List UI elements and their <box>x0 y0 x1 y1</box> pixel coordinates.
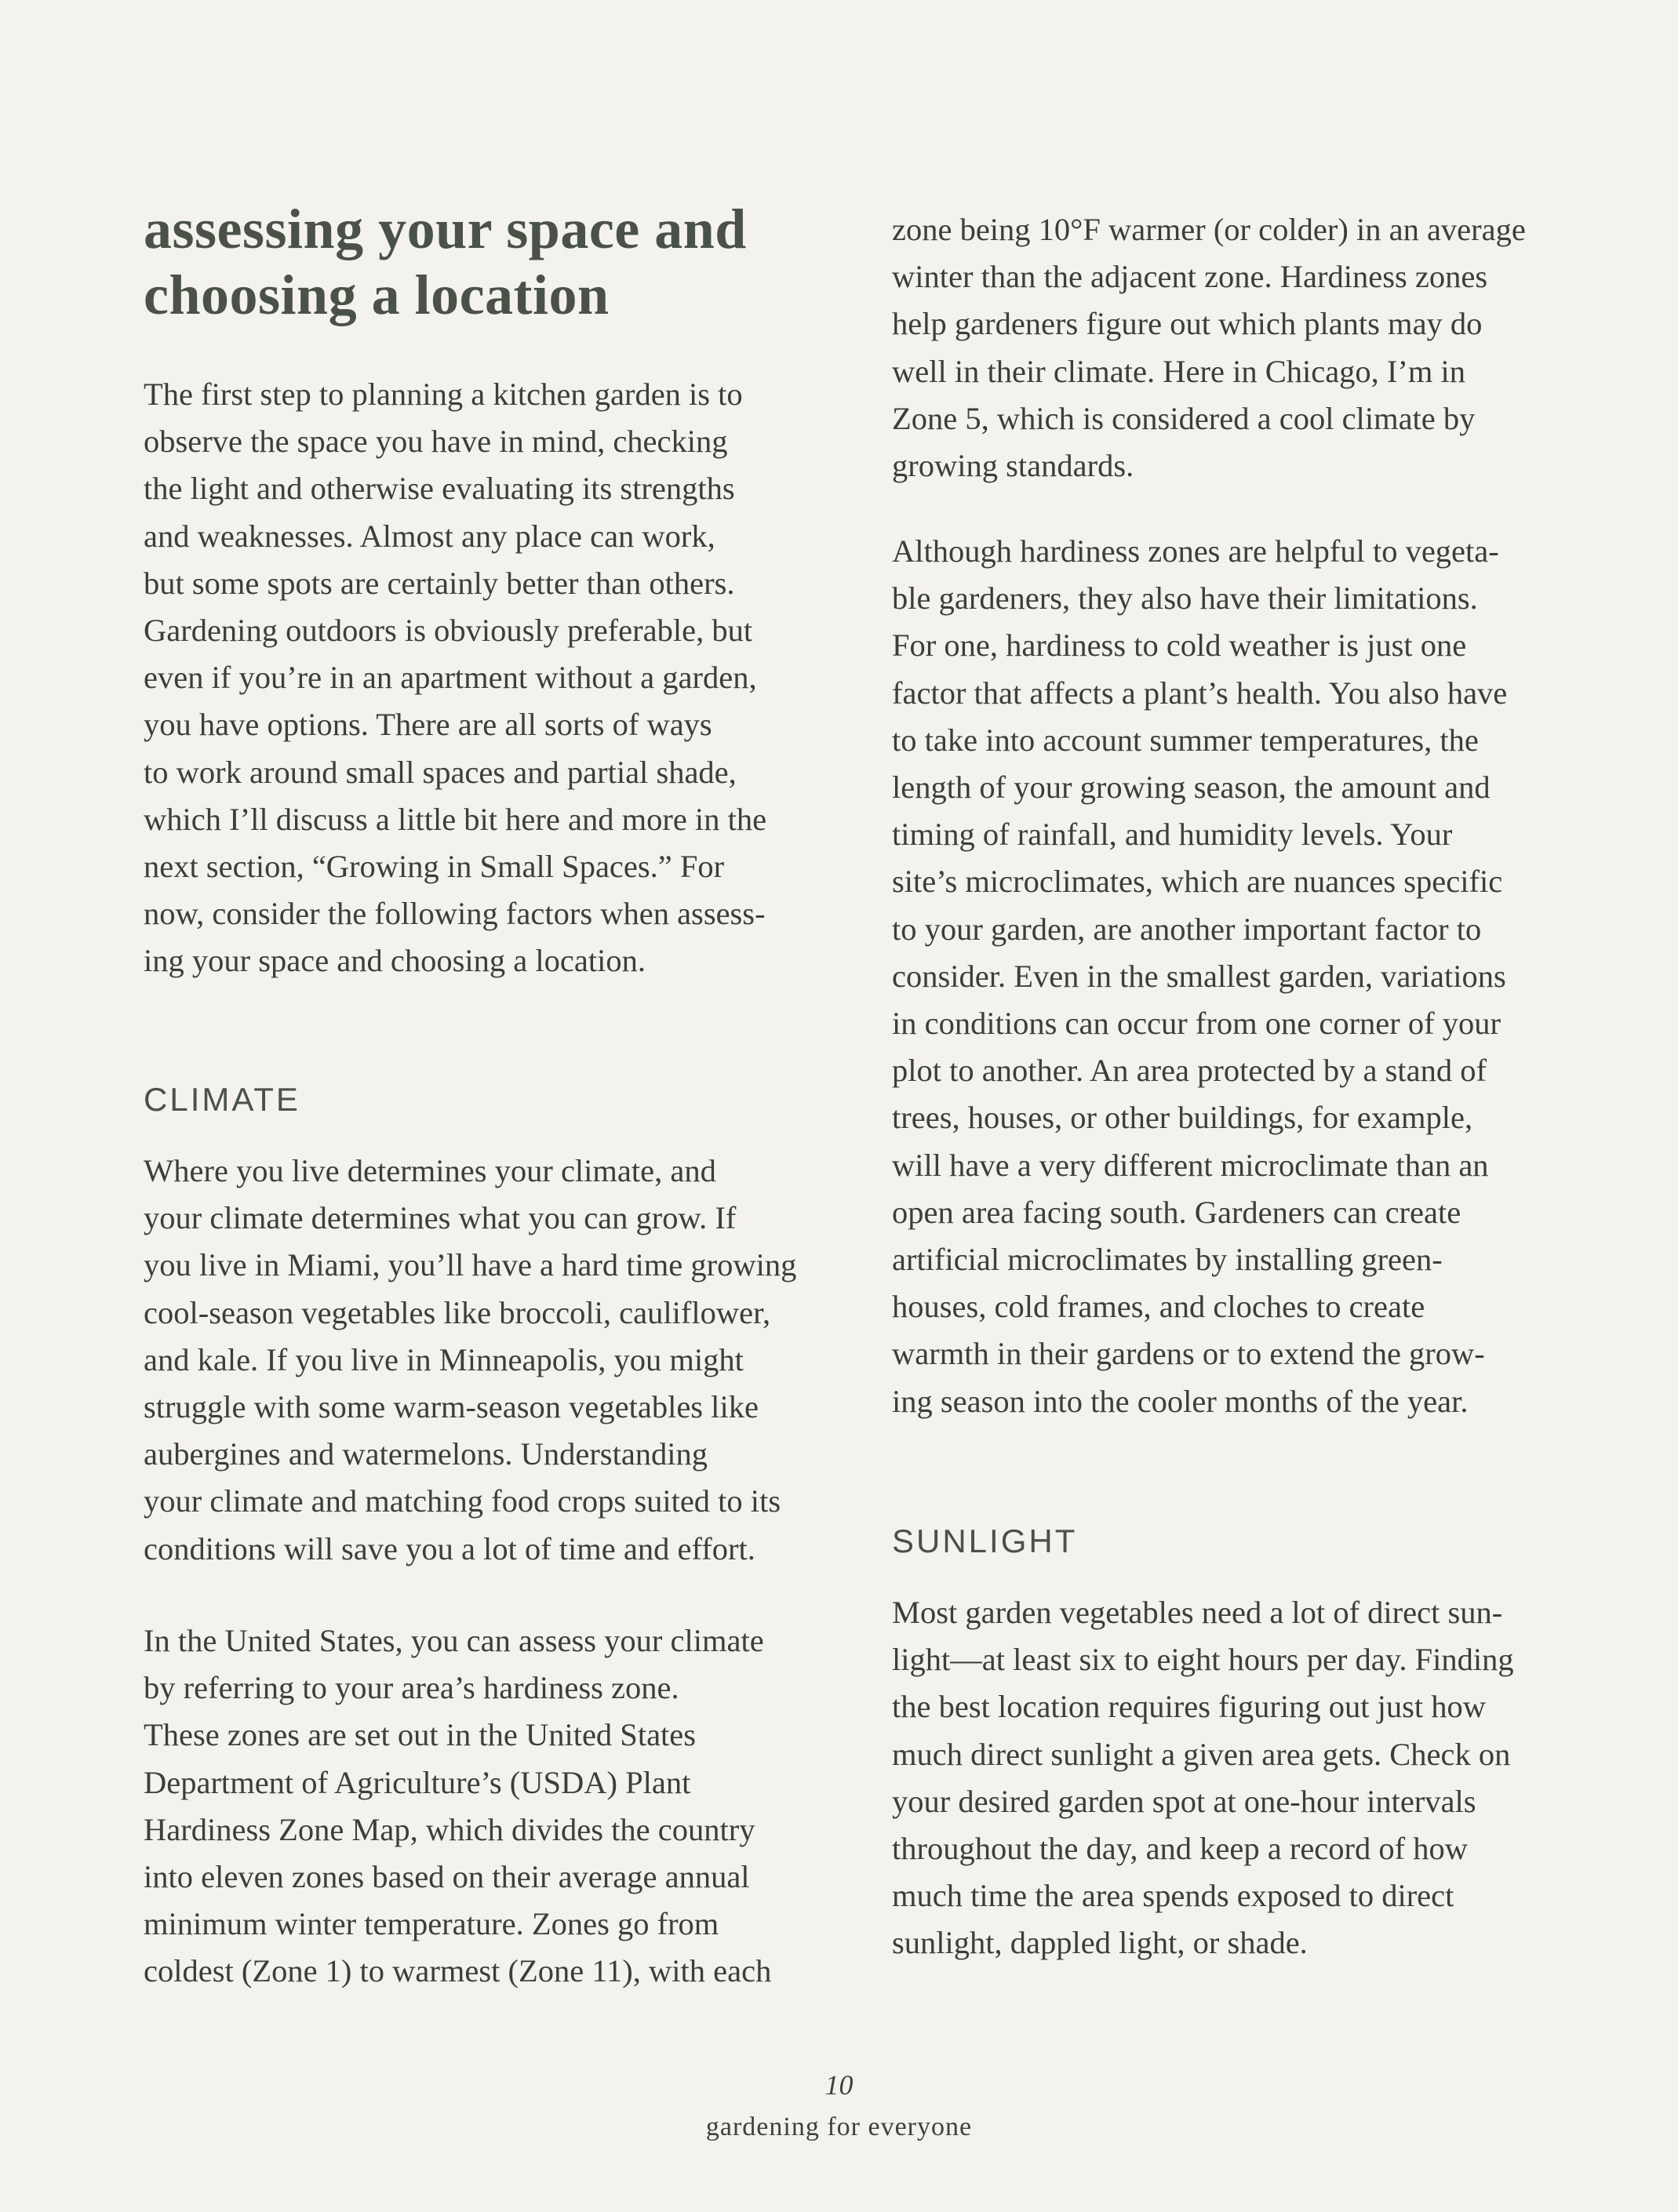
microclimate-paragraph <box>892 528 1507 1425</box>
text-line: observe the space you have in mind, checking <box>144 424 728 460</box>
text-line: well in their climate. Here in Chicago, I’m in <box>892 353 1466 389</box>
text-line: to take into account summer temperatures, the <box>892 722 1479 758</box>
text-line: but some spots are certainly better than others. <box>144 565 735 601</box>
text-line: site’s microclimates, which are nuances specific <box>892 864 1503 900</box>
text-line: These zones are set out in the United States <box>144 1717 697 1753</box>
text-line: by referring to your area’s hardiness zone. <box>144 1670 679 1706</box>
running-footer-title: gardening for everyone <box>705 2112 973 2141</box>
text-line: factor that affects a plant’s health. You also have <box>892 675 1508 711</box>
text-line: sunlight, dappled light, or shade. <box>892 1925 1308 1961</box>
text-line: Where you live determines your climate, and <box>144 1153 716 1188</box>
text-line: the light and otherwise evaluating its strengths <box>144 471 735 507</box>
text-line: timing of rainfall, and humidity levels. Your <box>892 817 1453 853</box>
climate-heading: CLIMATE <box>144 1081 300 1118</box>
text-line: warmth in their gardens or to extend the grow- <box>892 1336 1485 1372</box>
text-line: throughout the day, and keep a record of how <box>892 1831 1469 1867</box>
text-line: your desired garden spot at one-hour intervals <box>892 1783 1476 1819</box>
text-line: to your garden, are another important factor to <box>892 911 1482 947</box>
text-line: in conditions can occur from one corner of your <box>892 1006 1501 1042</box>
text-line: houses, cold frames, and cloches to create <box>892 1289 1425 1325</box>
text-line: and kale. If you live in Minneapolis, you might <box>144 1341 744 1377</box>
text-line: Department of Agriculture’s (USDA) Plant <box>144 1764 691 1800</box>
text-line: you live in Miami, you’ll have a hard time growing <box>144 1247 797 1283</box>
text-line: The first step to planning a kitchen garden is to <box>144 377 743 412</box>
text-line: your climate determines what you can grow. If <box>144 1200 737 1236</box>
text-line: winter than the adjacent zone. Hardiness zones <box>892 259 1488 295</box>
text-line: artificial microclimates by installing green- <box>892 1242 1443 1278</box>
text-line: For one, hardiness to cold weather is just one <box>892 628 1467 664</box>
text-line: consider. Even in the smallest garden, variations <box>892 958 1506 994</box>
text-line: struggle with some warm-season vegetables like <box>144 1389 759 1425</box>
text-line: minimum winter temperature. Zones go from <box>144 1906 719 1942</box>
text-line: light—at least six to eight hours per day. Finding <box>892 1642 1514 1678</box>
text-line: Zone 5, which is considered a cool climate by <box>892 400 1476 436</box>
text-line: the best location requires figuring out just how <box>892 1689 1486 1725</box>
section-title <box>144 196 747 328</box>
sunlight-paragraph <box>892 1589 1514 1967</box>
text-line: much time the area spends exposed to direct <box>892 1878 1454 1914</box>
text-line: length of your growing season, the amount and <box>892 769 1491 806</box>
text-line: help gardeners figure out which plants may do <box>892 306 1483 342</box>
text-line: Although hardiness zones are helpful to vegeta- <box>892 533 1499 569</box>
title-line: choosing a location <box>144 264 610 326</box>
text-line: next section, “Growing in Small Spaces.” For <box>144 849 725 885</box>
text-line: In the United States, you can assess your climate <box>144 1623 764 1658</box>
text-line: plot to another. An area protected by a stand of <box>892 1053 1487 1089</box>
text-line: open area facing south. Gardeners can create <box>892 1194 1461 1230</box>
text-line: conditions will save you a lot of time and effort. <box>144 1530 755 1566</box>
text-line: Hardiness Zone Map, which divides the country <box>144 1811 755 1847</box>
page-number: 10 <box>824 2069 854 2101</box>
text-line: Most garden vegetables need a lot of direct sun- <box>892 1595 1503 1630</box>
text-line: aubergines and watermelons. Understanding <box>144 1436 708 1472</box>
text-line: cool-season vegetables like broccoli, cauliflower, <box>144 1294 771 1330</box>
text-line: ing season into the cooler months of the year. <box>892 1383 1469 1419</box>
text-line: to work around small spaces and partial shade, <box>144 754 737 790</box>
sunlight-heading: SUNLIGHT <box>892 1523 1078 1559</box>
text-line: ble gardeners, they also have their limitations. <box>892 580 1478 617</box>
text-line: which I’ll discuss a little bit here and more in the <box>144 801 767 837</box>
intro-paragraph <box>144 371 766 985</box>
text-line: even if you’re in an apartment without a garden, <box>144 660 757 696</box>
text-line: coldest (Zone 1) to warmest (Zone 11), with each <box>144 1953 772 1989</box>
text-line: into eleven zones based on their average annual <box>144 1859 750 1895</box>
text-line: you have options. There are all sorts of ways <box>144 707 712 743</box>
text-line: now, consider the following factors when assess- <box>144 896 766 932</box>
text-line: growing standards. <box>892 448 1134 484</box>
title-line: assessing your space and <box>144 198 747 260</box>
text-line: your climate and matching food crops suited to its <box>144 1483 781 1519</box>
text-line: zone being 10°F warmer (or colder) in an average <box>892 212 1526 247</box>
zone-paragraph <box>892 206 1526 489</box>
text-line: much direct sunlight a given area gets. Check on <box>892 1736 1511 1772</box>
climate-paragraph <box>144 1148 796 1573</box>
text-line: ing your space and choosing a location. <box>144 943 646 979</box>
text-line: and weaknesses. Almost any place can work, <box>144 518 715 554</box>
text-line: Gardening outdoors is obviously preferable, but <box>144 613 753 649</box>
text-line: trees, houses, or other buildings, for example, <box>892 1100 1473 1136</box>
hardiness-paragraph <box>144 1617 771 1996</box>
text-line: will have a very different microclimate than an <box>892 1147 1489 1183</box>
